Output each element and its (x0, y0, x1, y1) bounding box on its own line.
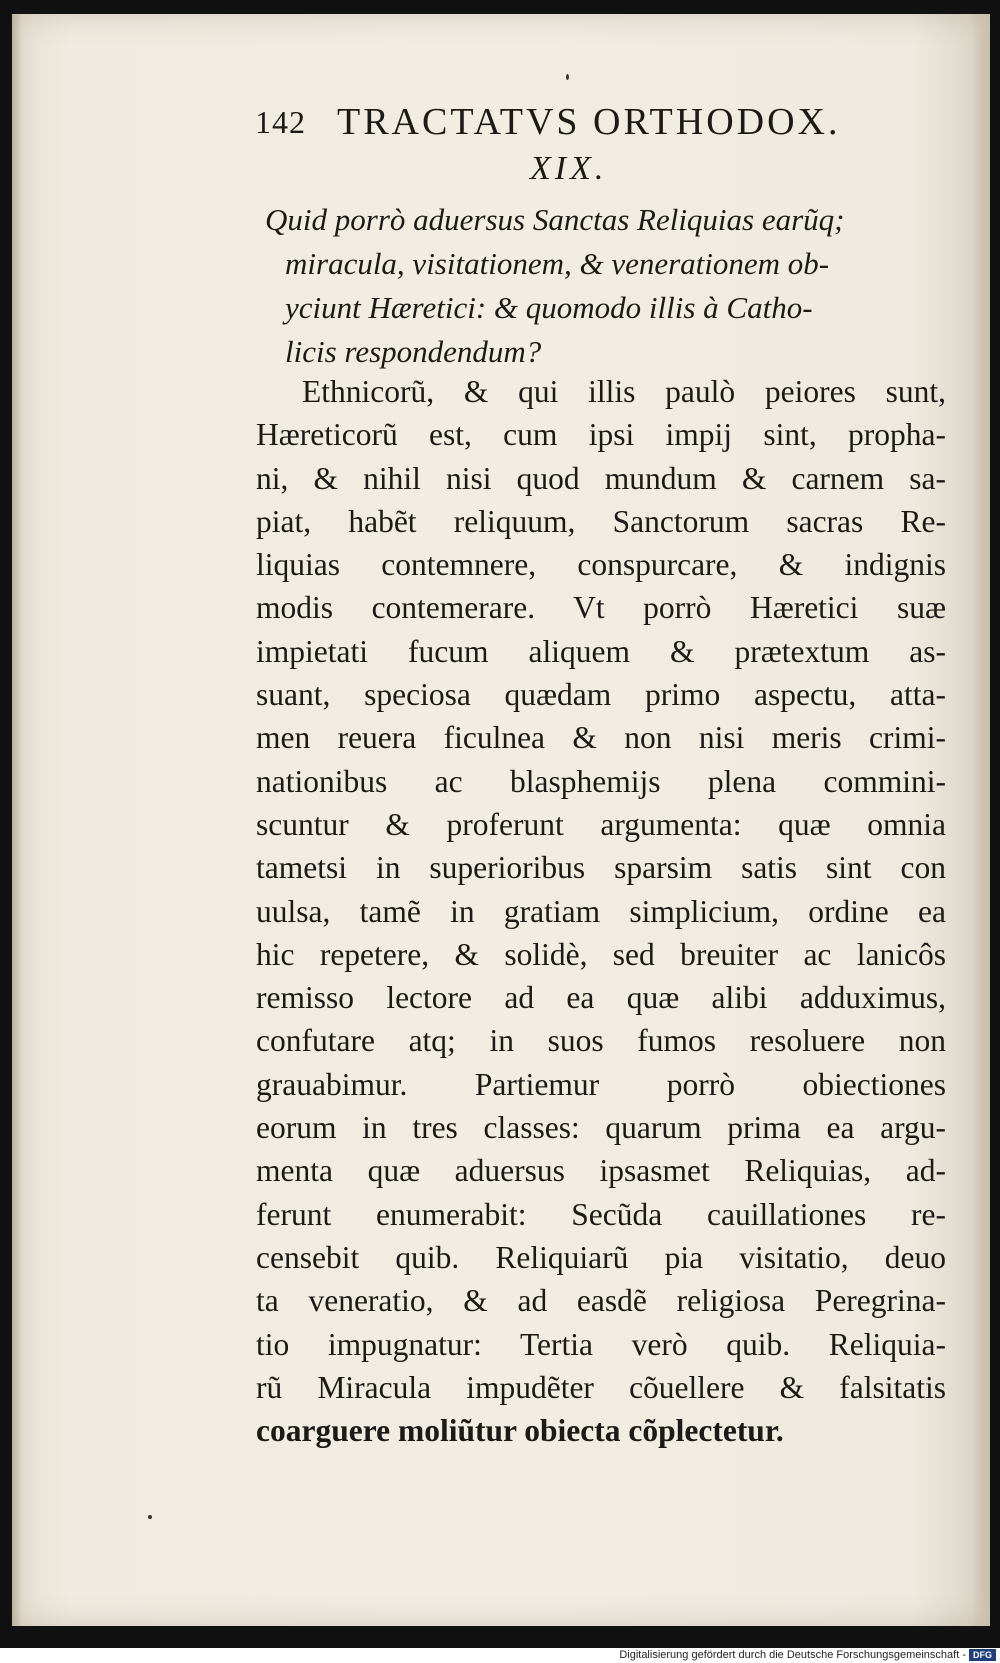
page-edge-shadow (972, 14, 990, 1626)
body-line: uulsa, tamẽ in gratiam simplicium, ordine ea (256, 893, 946, 929)
body-line: Ethnicorũ, & qui illis paulò peiores sunt, (302, 374, 946, 409)
question-line: Quid porrò aduersus Sanctas Reliquias earũq; (265, 202, 845, 237)
body-line: modis contemerare. Vt porrò Hæretici suæ (256, 590, 946, 626)
body-line: men reuera ficulnea & non nisi meris crimi- (256, 720, 946, 756)
body-line: impietati fucum aliquem & prætextum as- (256, 633, 946, 669)
ink-speck (148, 1515, 152, 1519)
body-line: nationibus ac blasphemijs plena commini- (256, 763, 946, 799)
body-line: tametsi in superioribus sparsim satis sint con (256, 850, 946, 886)
body-line: ferunt enumerabit: Secũda cauillationes re- (256, 1196, 946, 1232)
body-line: confutare atq; in suos fumos resoluere non (256, 1023, 946, 1059)
page-number: 142 (255, 104, 306, 140)
body-line: ta veneratio, & ad easdẽ religiosa Peregrina- (256, 1283, 946, 1319)
body-line: scuntur & proferunt argumenta: quæ omnia (256, 806, 946, 842)
chapter-question (265, 198, 945, 374)
body-line: coarguere moliũtur obiecta cõplectetur. (256, 1413, 784, 1449)
body-text (256, 370, 946, 1452)
question-line: miracula, visitationem, & venerationem ob- (285, 246, 830, 281)
funding-credit: Digitalisierung gefördert durch die Deutsche Forschungsgemeinschaft - (619, 1649, 966, 1661)
body-line: rũ Miracula impudẽter cõuellere & falsitatis (256, 1369, 946, 1405)
running-title: TRACTATVS ORTHODOX. (337, 101, 841, 143)
dfg-logo[interactable]: DFG (969, 1649, 996, 1661)
page-gutter-shadow (12, 14, 22, 1626)
body-line: hic repetere, & solidè, sed breuiter ac lanicôs (256, 936, 946, 972)
body-line: censebit quib. Reliquiarũ pia visitatio, deuo (256, 1239, 946, 1275)
body-line: remisso lectore ad ea quæ alibi adduximus, (256, 980, 946, 1016)
running-head (255, 100, 915, 150)
ink-speck (566, 74, 569, 80)
body-line: tio impugnatur: Tertia verò quib. Reliquia- (256, 1326, 946, 1362)
question-line: licis respondendum? (285, 334, 542, 369)
body-line: Hæreticorũ est, cum ipsi impij sint, propha- (256, 417, 946, 453)
chapter-number: XIX. (530, 150, 608, 187)
body-line: ni, & nihil nisi quod mundum & carnem sa- (256, 460, 946, 496)
body-line: suant, speciosa quædam primo aspectu, atta- (256, 677, 946, 713)
body-line: piat, habẽt reliquum, Sanctorum sacras Re- (256, 503, 946, 539)
body-line: grauabimur. Partiemur porrò obiectiones (256, 1066, 946, 1102)
body-line: menta quæ aduersus ipsasmet Reliquias, ad- (256, 1153, 946, 1189)
body-line: eorum in tres classes: quarum prima ea argu- (256, 1110, 946, 1146)
body-line: liquias contemnere, conspurcare, & indignis (256, 547, 946, 583)
question-line: yciunt Hæretici: & quomodo illis à Catho- (285, 290, 813, 325)
